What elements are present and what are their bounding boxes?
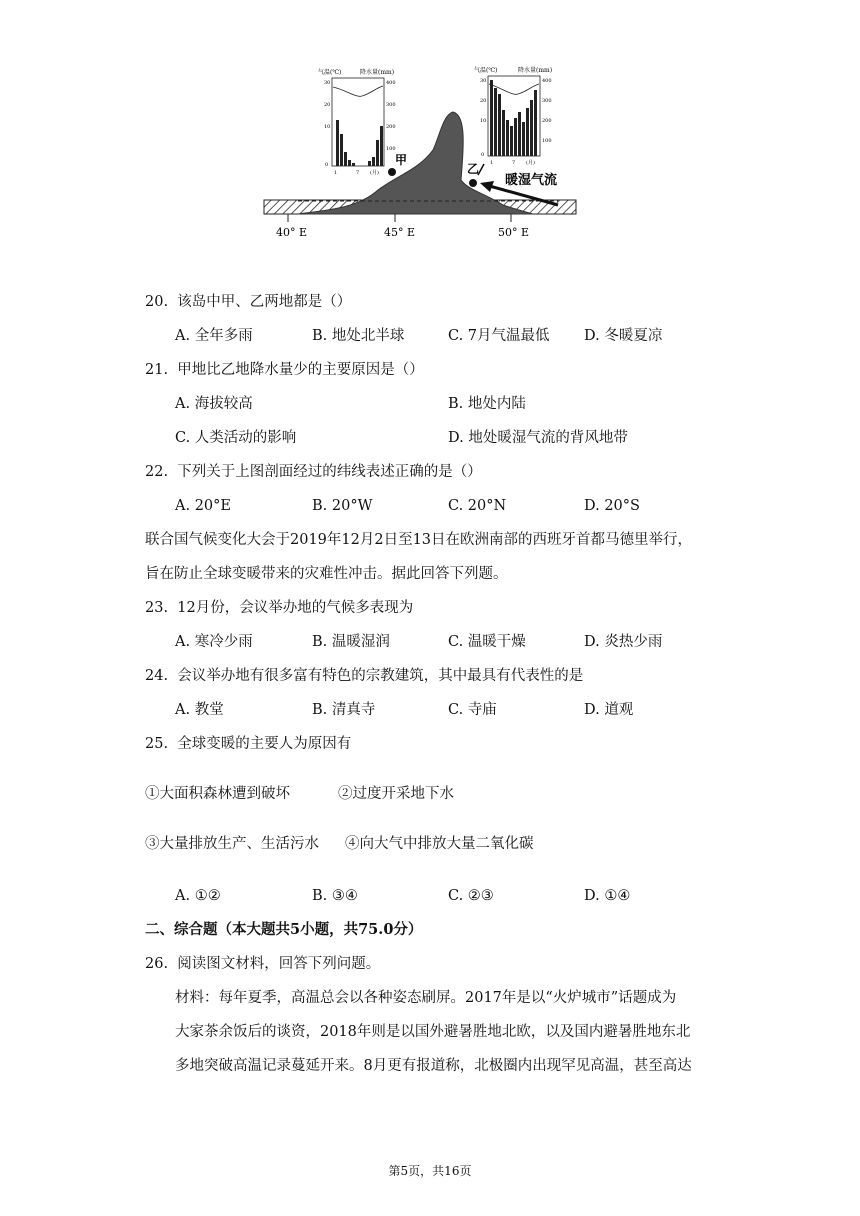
island-profile-diagram: [258, 60, 588, 250]
q25-option-c[interactable]: C. ②③: [448, 888, 494, 904]
passage-line-2: 旨在防止全球变暖带来的灾难性冲击。据此回答下列题。: [145, 566, 508, 582]
svg-text:200: 200: [386, 124, 396, 130]
lon-45: 45° E: [384, 226, 416, 239]
q26-material-line-3: 多地突破高温记录蔓延开来。8月更有报道称，北极圈内出现罕见高温，甚至高达: [175, 1058, 692, 1074]
svg-text:20: 20: [480, 98, 487, 104]
q21-option-c[interactable]: C. 人类活动的影响: [175, 430, 297, 446]
lon-40: 40° E: [276, 226, 308, 239]
svg-text:300: 300: [386, 102, 396, 108]
svg-text:30: 30: [480, 78, 487, 84]
q26-material-line-1: 材料：每年夏季，高温总会以各种姿态刷屏。2017年是以“火炉城市”话题成为: [175, 990, 677, 1006]
q23-option-a[interactable]: A. 寒冷少雨: [175, 634, 253, 650]
section-2-heading: 二、综合题（本大题共5小题，共75.0分）: [145, 921, 423, 938]
question-24: 24. 会议举办地有很多富有特色的宗教建筑，其中最具有代表性的是: [145, 668, 584, 684]
svg-text:300: 300: [542, 98, 552, 104]
q25-item-2: ②过度开采地下水: [338, 786, 454, 802]
q20-option-c[interactable]: C. 7月气温最低: [448, 328, 550, 344]
q22-option-a[interactable]: A. 20°E: [175, 498, 231, 514]
svg-text:400: 400: [386, 80, 396, 86]
svg-text:1: 1: [334, 170, 338, 176]
q23-option-c[interactable]: C. 温暖干燥: [448, 634, 526, 650]
svg-text:10: 10: [324, 124, 331, 130]
q25-option-a[interactable]: A. ①②: [175, 888, 221, 904]
svg-text:0: 0: [325, 162, 329, 168]
q24-option-d[interactable]: D. 道观: [584, 702, 634, 718]
point-jia: [388, 168, 396, 176]
q24-option-b[interactable]: B. 清真寺: [312, 702, 376, 718]
q23-option-b[interactable]: B. 温暖湿润: [312, 634, 390, 650]
climate-chart-jia: [318, 68, 396, 176]
svg-text:降水量(mm): 降水量(mm): [360, 69, 395, 76]
svg-text:100: 100: [386, 146, 396, 152]
page-footer: 第5页，共16页: [388, 1164, 472, 1178]
svg-text:(月): (月): [526, 160, 535, 166]
q20-option-b[interactable]: B. 地处北半球: [312, 328, 405, 344]
point-yi: [469, 179, 477, 187]
q22-option-c[interactable]: C. 20°N: [448, 498, 507, 514]
question-26: 26. 阅读图文材料，回答下列问题。: [145, 956, 381, 972]
svg-text:7: 7: [356, 170, 360, 176]
q24-option-a[interactable]: A. 教堂: [175, 702, 224, 718]
svg-text:10: 10: [480, 118, 487, 124]
svg-text:降水量(mm): 降水量(mm): [518, 67, 553, 74]
island-shape: [298, 112, 533, 214]
svg-text:气温(℃): 气温(℃): [318, 69, 342, 76]
svg-text:100: 100: [542, 138, 552, 144]
passage-line-1: 联合国气候变化大会于2019年12月2日至13日在欧洲南部的西班牙首都马德里举行，: [145, 532, 693, 548]
q21-option-d[interactable]: D. 地处暖湿气流的背风地带: [448, 430, 628, 446]
question-22: 22. 下列关于上图剖面经过的纬线表述正确的是（）: [145, 464, 482, 480]
svg-text:30: 30: [324, 80, 331, 86]
climate-chart-yi: [474, 66, 552, 166]
question-21: 21. 甲地比乙地降水量少的主要原因是（）: [145, 362, 424, 378]
q22-option-b[interactable]: B. 20°W: [312, 498, 373, 514]
q25-option-b[interactable]: B. ③④: [312, 888, 358, 904]
svg-text:400: 400: [542, 78, 552, 84]
svg-text:0: 0: [481, 152, 485, 158]
q21-option-b[interactable]: B. 地处内陆: [448, 396, 526, 412]
question-25: 25. 全球变暖的主要人为原因有: [145, 736, 352, 752]
q25-option-d[interactable]: D. ①④: [584, 888, 631, 904]
label-jia: 甲: [395, 153, 408, 167]
q25-item-1: ①大面积森林遭到破坏: [145, 786, 290, 802]
airflow-label: 暖湿气流: [505, 173, 558, 188]
q22-option-d[interactable]: D. 20°S: [584, 498, 640, 514]
svg-text:20: 20: [324, 102, 331, 108]
svg-text:7: 7: [512, 160, 516, 166]
q20-option-a[interactable]: A. 全年多雨: [175, 328, 253, 344]
question-20: 20. 该岛中甲、乙两地都是（）: [145, 294, 352, 310]
lon-50: 50° E: [498, 226, 530, 239]
q21-option-a[interactable]: A. 海拔较高: [175, 396, 253, 412]
svg-text:200: 200: [542, 118, 552, 124]
svg-text:1: 1: [490, 160, 494, 166]
question-23: 23. 12月份，会议举办地的气候多表现为: [145, 600, 414, 616]
q25-item-4: ④向大气中排放大量二氧化碳: [345, 836, 534, 852]
q25-item-3: ③大量排放生产、生活污水: [145, 836, 319, 852]
q23-option-d[interactable]: D. 炎热少雨: [584, 634, 663, 650]
island-profile-figure: [258, 60, 588, 250]
q26-material-line-2: 大家茶余饭后的谈资，2018年则是以国外避暑胜地北欧，以及国内避暑胜地东北: [175, 1024, 691, 1040]
label-yi: 乙: [467, 162, 480, 176]
svg-text:气温(℃): 气温(℃): [474, 67, 498, 74]
svg-text:(月): (月): [370, 170, 379, 176]
q20-option-d[interactable]: D. 冬暖夏凉: [584, 328, 663, 344]
q24-option-c[interactable]: C. 寺庙: [448, 702, 497, 718]
